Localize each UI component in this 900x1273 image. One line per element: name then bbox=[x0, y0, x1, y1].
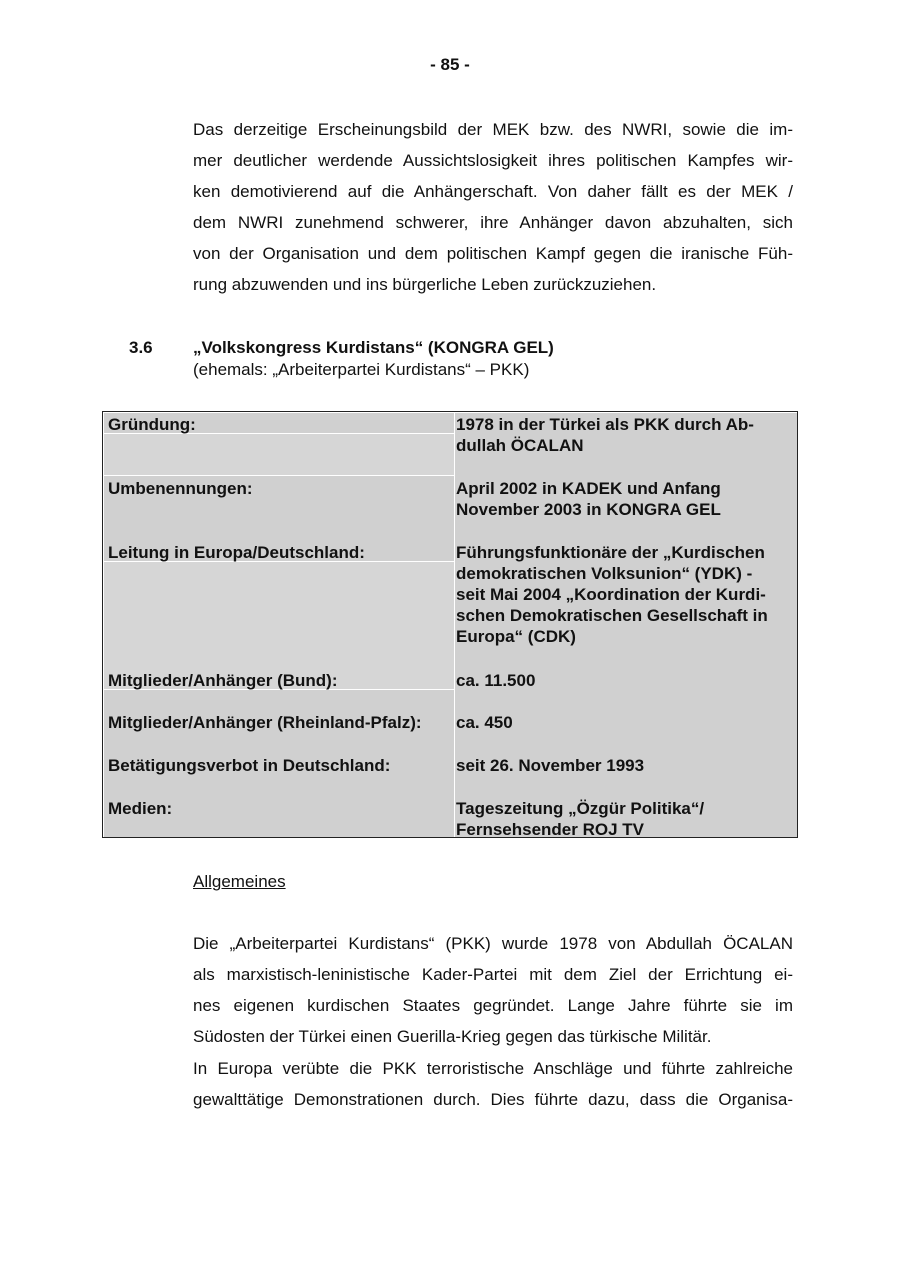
value-line: seit Mai 2004 „Koordination der Kurdi- bbox=[456, 585, 766, 604]
paragraph-line: Südosten der Türkei einen Guerilla-Krieg gegen das türkische Militär. bbox=[193, 1027, 712, 1046]
value-line: demokratischen Volksunion“ (YDK) - bbox=[456, 564, 753, 583]
info-value-leadership bbox=[456, 542, 794, 647]
paragraph-line: Die „Arbeiterpartei Kurdistans“ (PKK) wurde 1978 von Abdullah ÖCALAN bbox=[193, 934, 793, 953]
info-value-ban bbox=[456, 755, 794, 776]
value-line: November 2003 in KONGRA GEL bbox=[456, 500, 721, 519]
paragraph-line: mer deutlicher werdende Aussichtslosigkeit ihres politischen Kampfes wir- bbox=[193, 151, 793, 170]
info-value-renamings bbox=[456, 478, 794, 520]
paragraph-line: als marxistisch-leninistische Kader-Partei mit dem Ziel der Errichtung ei- bbox=[193, 965, 793, 984]
paragraph-line: rung abzuwenden und ins bürgerliche Leben zurückzuziehen. bbox=[193, 275, 657, 294]
section-number: 3.6 bbox=[129, 338, 153, 357]
value-line: dullah ÖCALAN bbox=[456, 436, 584, 455]
info-label-renamings: Umbenennungen: bbox=[108, 479, 253, 498]
value-line: seit 26. November 1993 bbox=[456, 756, 645, 775]
info-value-media bbox=[456, 798, 794, 840]
info-label-members-rlp: Mitglieder/Anhänger (Rheinland-Pfalz): bbox=[108, 713, 422, 732]
organization-info-box bbox=[102, 411, 798, 838]
value-line: Europa“ (CDK) bbox=[456, 627, 576, 646]
value-line: 1978 in der Türkei als PKK durch Ab- bbox=[456, 415, 754, 434]
info-value-founding bbox=[456, 414, 794, 456]
value-line: Tageszeitung „Özgür Politika“/ bbox=[456, 799, 705, 818]
paragraph-line: Das derzeitige Erscheinungsbild der MEK bzw. des NWRI, sowie die im- bbox=[193, 120, 793, 139]
paragraph-line: ken demotivierend auf die Anhängerschaft. Von daher fällt es der MEK / bbox=[193, 182, 793, 201]
info-label-members-federal: Mitglieder/Anhänger (Bund): bbox=[108, 671, 338, 690]
value-line: schen Demokratischen Gesellschaft in bbox=[456, 606, 768, 625]
page-number: - 85 - bbox=[430, 55, 470, 74]
value-line: April 2002 in KADEK und Anfang bbox=[456, 479, 721, 498]
value-line: Fernsehsender ROJ TV bbox=[456, 820, 645, 839]
info-label-media: Medien: bbox=[108, 799, 173, 818]
paragraph-line: nes eigenen kurdischen Staates gegründet. Lange Jahre führte sie im bbox=[193, 996, 793, 1015]
value-line: ca. 11.500 bbox=[456, 671, 536, 690]
info-label-leadership: Leitung in Europa/Deutschland: bbox=[108, 543, 365, 562]
paragraph-line: von der Organisation und dem politischen Kampf gegen die iranische Füh- bbox=[193, 244, 793, 263]
general-heading: Allgemeines bbox=[193, 872, 286, 891]
info-value-members-federal bbox=[456, 670, 794, 691]
value-line: ca. 450 bbox=[456, 713, 513, 732]
value-line: Führungsfunktionäre der „Kurdischen bbox=[456, 543, 765, 562]
paragraph-line: dem NWRI zunehmend schwerer, ihre Anhänger davon abzuhalten, sich bbox=[193, 213, 793, 232]
label-shade bbox=[104, 434, 454, 475]
section-title: „Volkskongress Kurdistans“ (KONGRA GEL) bbox=[193, 338, 554, 357]
section-subtitle: (ehemals: „Arbeiterpartei Kurdistans“ – PKK) bbox=[193, 360, 530, 379]
info-label-founding: Gründung: bbox=[108, 415, 196, 434]
info-label-ban: Betätigungsverbot in Deutschland: bbox=[108, 756, 391, 775]
paragraph-line: gewalttätige Demonstrationen durch. Dies führte dazu, dass die Organisa- bbox=[193, 1090, 793, 1109]
info-value-members-rlp bbox=[456, 712, 794, 733]
paragraph-line: In Europa verübte die PKK terroristische Anschläge und führte zahlreiche bbox=[193, 1059, 793, 1078]
